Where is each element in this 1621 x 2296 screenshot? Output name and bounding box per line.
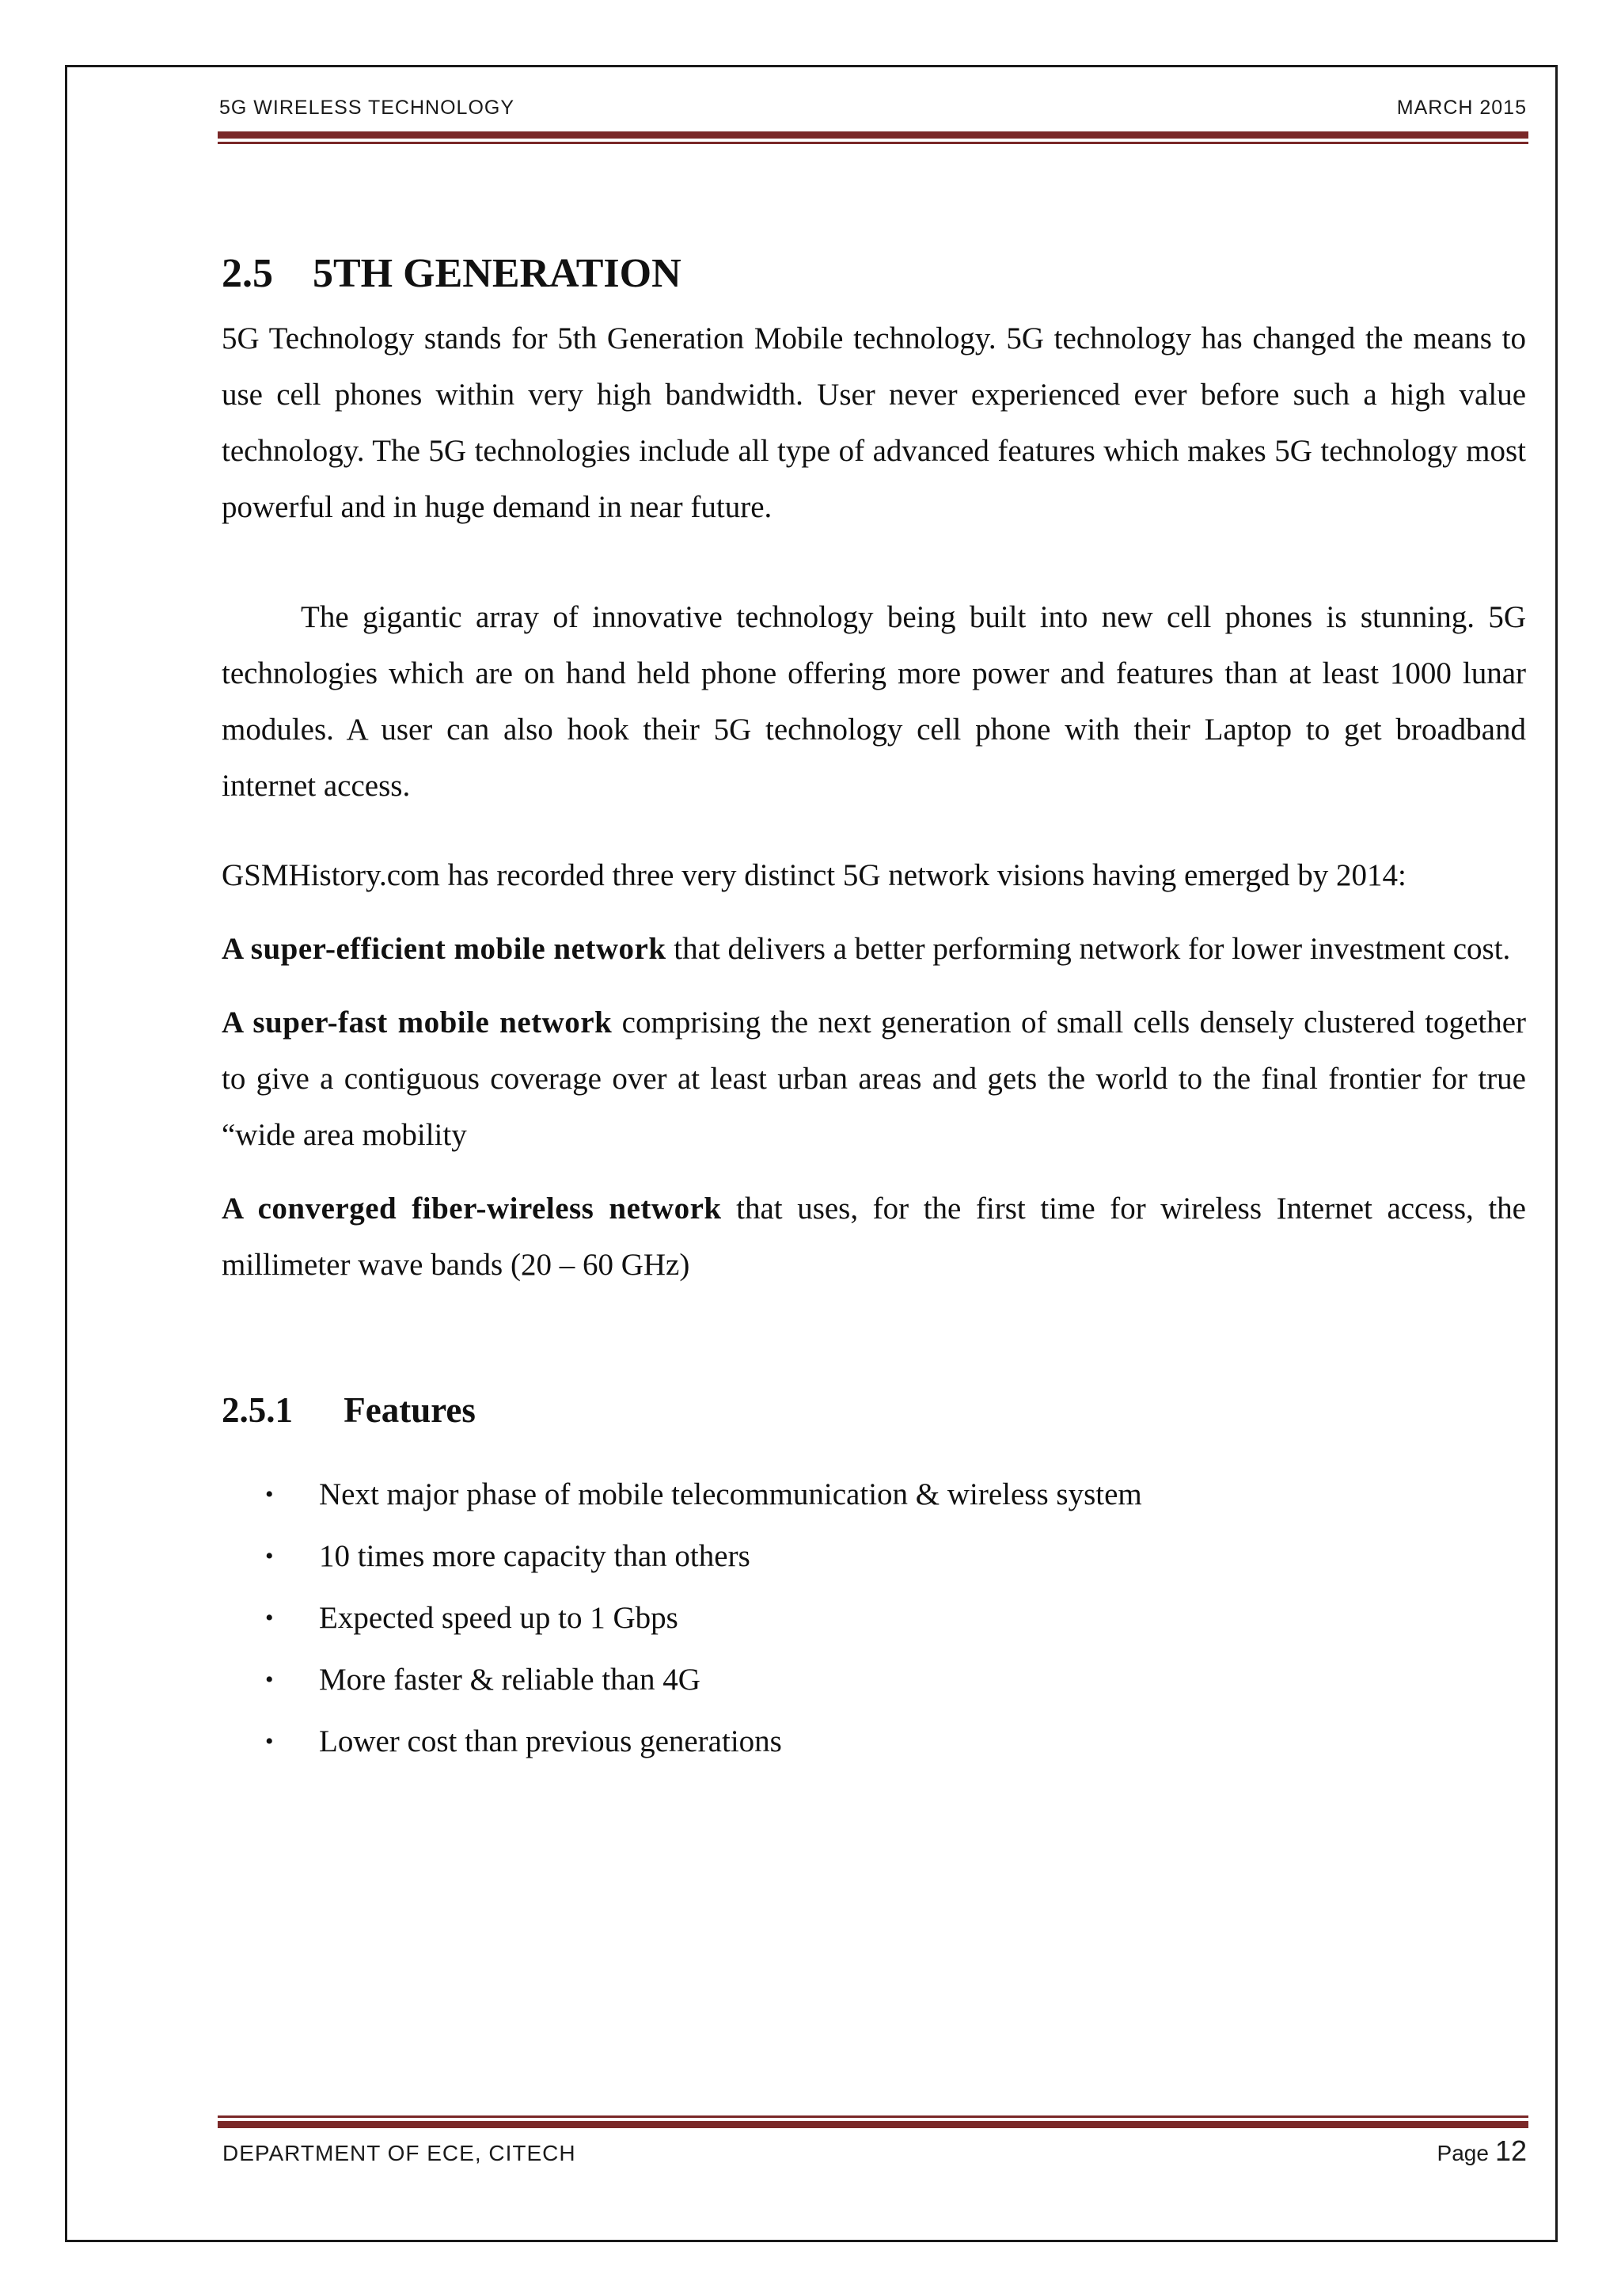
header-rule bbox=[218, 131, 1528, 144]
feature-text: Expected speed up to 1 Gbps bbox=[319, 1601, 678, 1635]
bullet-icon: • bbox=[265, 1605, 274, 1631]
subsection-number: 2.5.1 bbox=[222, 1390, 293, 1430]
feature-text: Next major phase of mobile telecommunication & wireless system bbox=[319, 1477, 1142, 1511]
vision-item-super-fast bbox=[222, 994, 1526, 1163]
vision-text: that uses, for the first time for wireless Internet access, the millimeter wave bands (20 – 60 GHz) bbox=[222, 1192, 1526, 1282]
list-item bbox=[222, 1587, 1526, 1649]
feature-text: 10 times more capacity than others bbox=[319, 1539, 750, 1573]
bullet-icon: • bbox=[265, 1728, 274, 1754]
page-label: Page bbox=[1437, 2141, 1489, 2165]
footer-department: DEPARTMENT OF ECE, CITECH bbox=[222, 2141, 576, 2165]
feature-text: Lower cost than previous generations bbox=[319, 1724, 782, 1758]
list-item bbox=[222, 1526, 1526, 1587]
footer-rule bbox=[218, 2115, 1528, 2128]
header-date: MARCH 2015 bbox=[1396, 97, 1527, 119]
feature-text: More faster & reliable than 4G bbox=[319, 1663, 700, 1697]
section-title: 5TH GENERATION bbox=[313, 250, 681, 296]
page-number: 12 bbox=[1494, 2134, 1527, 2167]
list-item bbox=[222, 1711, 1526, 1773]
running-footer bbox=[222, 2133, 1527, 2169]
list-item bbox=[222, 1464, 1526, 1526]
vision-text: comprising the next generation of small cells densely clustered together to give a contiguous coverage over at least urban areas and gets the world to the final frontier for true “wide area mobility bbox=[222, 1005, 1526, 1152]
bullet-icon: • bbox=[265, 1543, 274, 1569]
running-header bbox=[219, 97, 1527, 128]
page-number-block bbox=[1437, 2134, 1527, 2168]
bullet-icon: • bbox=[265, 1481, 274, 1507]
paragraph-gsmhistory: GSMHistory.com has recorded three very distinct 5G network visions having emerged by 2014: bbox=[222, 858, 1407, 892]
paragraph-array: The gigantic array of innovative technology being built into new cell phones is stunning. 5G technologies which are on hand held phone offering more power and features than at least 1000 lunar modules. A user can also hook their 5G technology cell phone with their Laptop to get broadband internet access. bbox=[222, 600, 1526, 803]
section-heading bbox=[222, 238, 1526, 310]
vision-title: A super-fast mobile network bbox=[222, 1005, 613, 1040]
vision-title: A super-efficient mobile network bbox=[222, 932, 666, 966]
list-item bbox=[222, 1649, 1526, 1711]
section-number: 2.5 bbox=[222, 250, 273, 296]
features-list bbox=[222, 1464, 1526, 1773]
vision-text: that delivers a better performing network for lower investment cost. bbox=[666, 932, 1511, 966]
subsection-title: Features bbox=[344, 1390, 476, 1430]
paragraph-intro: 5G Technology stands for 5th Generation Mobile technology. 5G technology has changed the means to use cell phones within very high bandwidth. User never experienced ever before such a high value technology. The 5G technologies include all type of advanced features which makes 5G technology most powerful and in huge demand in near future. bbox=[222, 321, 1526, 524]
header-title: 5G WIRELESS TECHNOLOGY bbox=[219, 97, 515, 119]
bullet-icon: • bbox=[265, 1667, 274, 1693]
vision-item-converged bbox=[222, 1180, 1526, 1293]
subsection-heading bbox=[222, 1386, 1526, 1434]
vision-title: A converged fiber-wireless network bbox=[222, 1192, 722, 1226]
vision-item-super-efficient bbox=[222, 921, 1526, 977]
page-content bbox=[222, 238, 1526, 1773]
